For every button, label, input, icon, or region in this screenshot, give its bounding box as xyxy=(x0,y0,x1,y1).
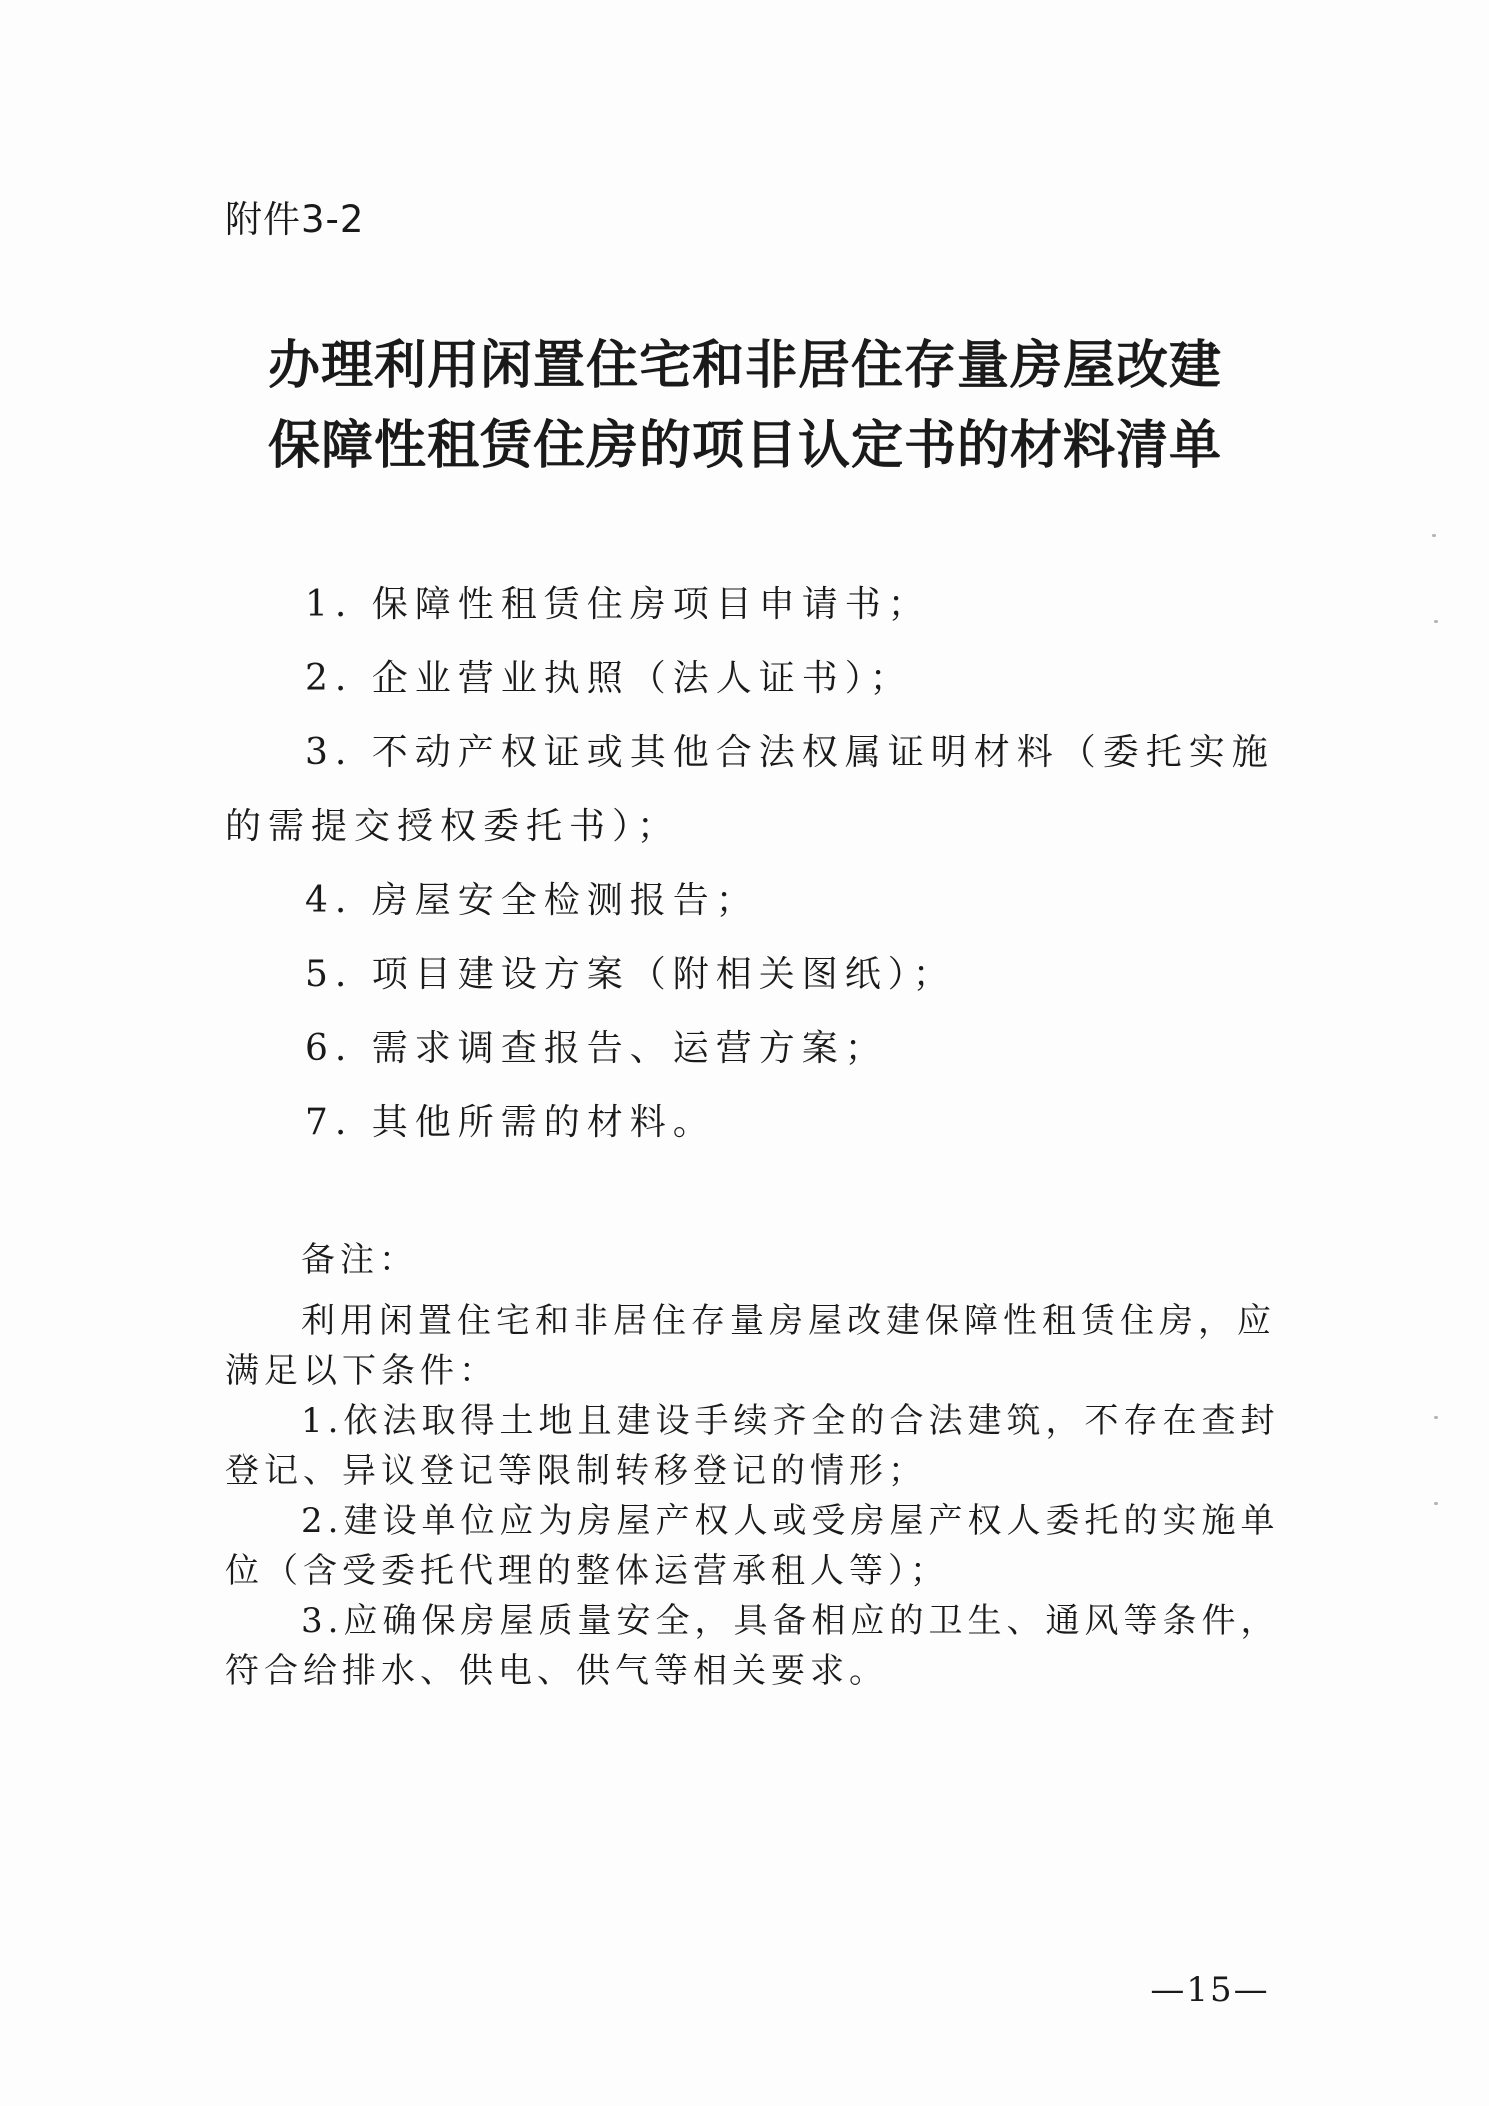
notes-intro: 利用闲置住宅和非居住存量房屋改建保障性租赁住房，应满足以下条件： xyxy=(225,1301,1276,1391)
list-item: 3. 不动产权证或其他合法权属证明材料（委托实施的需提交授权委托书）； xyxy=(225,732,1275,847)
attachment-label: 附件3-2 xyxy=(225,198,365,241)
notes-section xyxy=(225,1230,1285,1696)
page-number: —15— xyxy=(1150,1970,1270,2010)
list-item: 4. 房屋安全检测报告； xyxy=(305,880,759,921)
scan-speck xyxy=(1434,1416,1438,1419)
document-title xyxy=(200,326,1290,486)
list-item: 7. 其他所需的材料。 xyxy=(305,1102,716,1143)
title-line-2: 保障性租赁住房的项目认定书的材料清单 xyxy=(267,416,1222,476)
notes-condition: 1.依法取得土地且建设手续齐全的合法建筑，不存在查封登记、异议登记等限制转移登记的情形； xyxy=(225,1401,1280,1491)
list-item: 1. 保障性租赁住房项目申请书； xyxy=(305,584,931,625)
notes-heading: 备注： xyxy=(301,1240,418,1280)
scan-speck xyxy=(1432,534,1436,537)
title-line-1: 办理利用闲置住宅和非居住存量房屋改建 xyxy=(267,336,1222,396)
list-item: 6. 需求调查报告、运营方案； xyxy=(305,1028,888,1069)
notes-condition: 2.建设单位应为房屋产权人或受房屋产权人委托的实施单位（含受委托代理的整体运营承租人等）； xyxy=(225,1501,1280,1591)
list-item: 2. 企业营业执照（法人证书）； xyxy=(305,658,913,699)
list-item: 5. 项目建设方案（附相关图纸）； xyxy=(305,954,956,995)
notes-condition: 3.应确保房屋质量安全，具备相应的卫生、通风等条件，符合给排水、供电、供气等相关要求。 xyxy=(225,1601,1280,1691)
scan-speck xyxy=(1434,1502,1438,1505)
scan-speck xyxy=(1434,620,1438,623)
materials-list xyxy=(225,568,1285,1160)
